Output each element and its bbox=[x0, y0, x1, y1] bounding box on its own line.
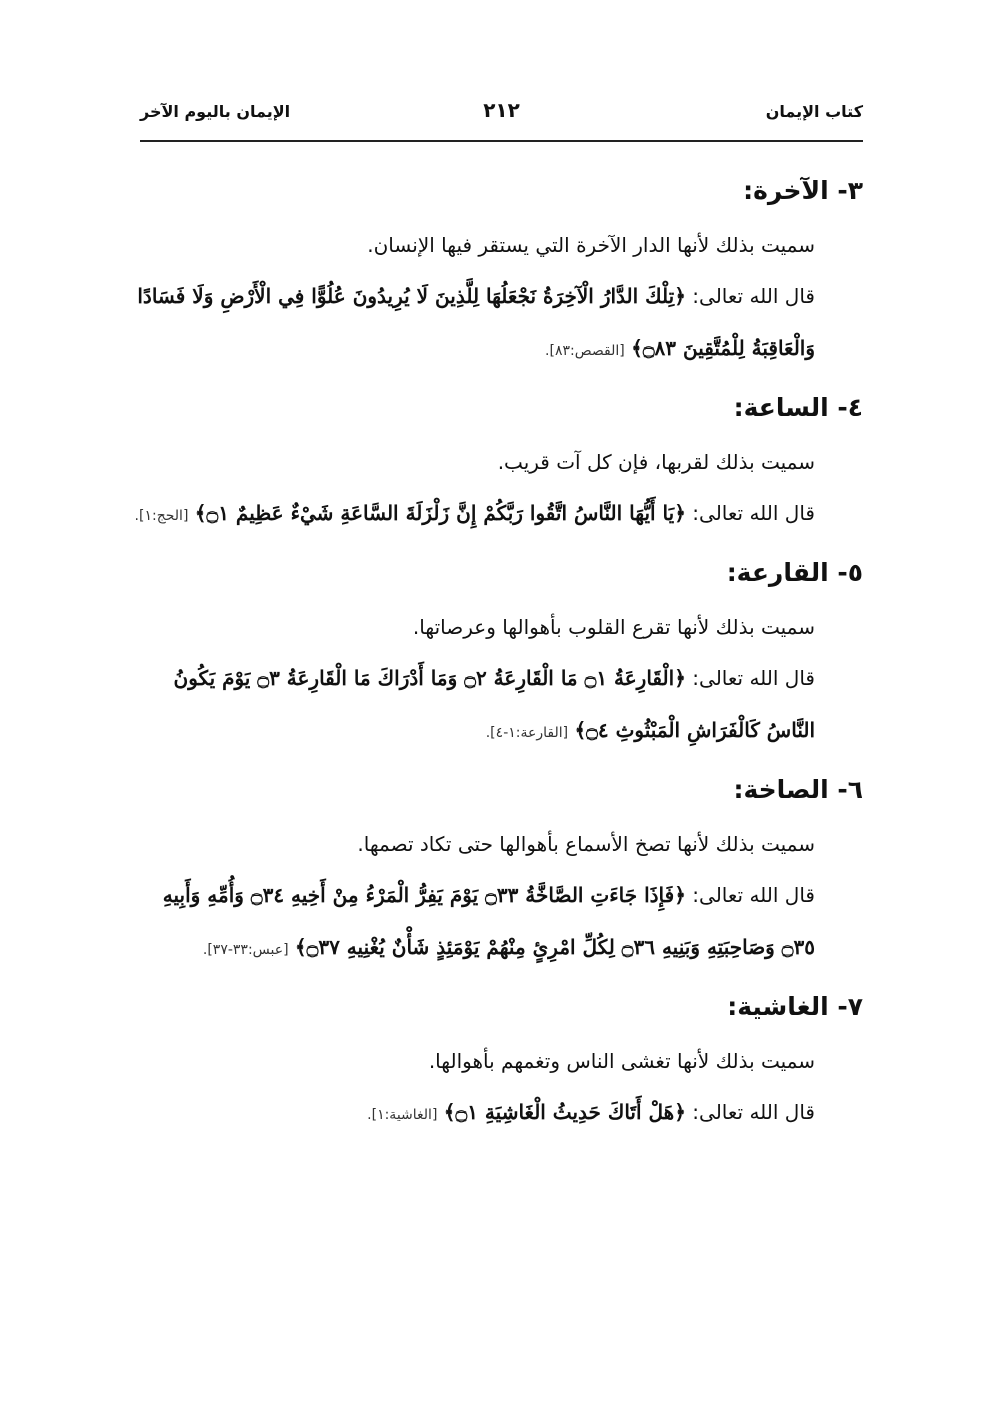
section-heading: ٦- الصاخة: bbox=[733, 775, 863, 804]
section-saa bbox=[128, 379, 863, 542]
section-explanation: سميت بذلك لأنها الدار الآخرة التي يستقر فيها الإنسان. bbox=[367, 233, 815, 257]
section-explanation: سميت بذلك لأنها تغشى الناس وتغمهم بأهوالها. bbox=[428, 1049, 815, 1073]
quote-lead: قال الله تعالى: bbox=[692, 666, 815, 690]
section-explanation: سميت بذلك لأنها تقرع القلوب بأهوالها وعرصاتها. bbox=[412, 615, 815, 639]
section-heading: ٣- الآخرة: bbox=[743, 176, 863, 205]
verse-reference: [القصص:٨٣]. bbox=[545, 343, 625, 359]
quran-quote bbox=[128, 487, 863, 542]
quote-lead: قال الله تعالى: bbox=[692, 284, 815, 308]
book-title: كتاب الإيمان bbox=[765, 102, 863, 121]
section-akhira bbox=[128, 162, 863, 377]
quran-quote bbox=[128, 869, 863, 976]
section-sakha bbox=[128, 761, 863, 976]
page-body bbox=[128, 160, 863, 1141]
verse-reference: [عبس:٣٣-٣٧]. bbox=[202, 942, 289, 958]
quote-lead: قال الله تعالى: bbox=[692, 501, 815, 525]
section-explanation: سميت بذلك لأنها تصخ الأسماع بأهوالها حتى تكاد تصمها. bbox=[357, 832, 815, 856]
quran-quote bbox=[128, 270, 863, 377]
quote-lead: قال الله تعالى: bbox=[692, 883, 815, 907]
section-qaria bbox=[128, 544, 863, 759]
verse-reference: [القارعة:١-٤]. bbox=[485, 725, 569, 741]
quran-verse: ﴿هَلْ أَتَاكَ حَدِيثُ الْغَاشِيَةِ ۝١﴾ bbox=[443, 1100, 686, 1124]
quran-verse: ﴿الْقَارِعَةُ ۝١ مَا الْقَارِعَةُ ۝٢ وَمَا أَدْرَاكَ مَا الْقَارِعَةُ ۝٣ يَوْمَ يَكُونُ النَّاسُ كَالْفَرَاشِ الْمَبْثُوثِ ۝٤﴾ bbox=[173, 666, 815, 742]
page-header bbox=[140, 96, 863, 142]
verse-reference: [الغاشية:١]. bbox=[367, 1107, 438, 1123]
quran-verse: ﴿تِلْكَ الدَّارُ الْآخِرَةُ نَجْعَلُهَا لِلَّذِينَ لَا يُرِيدُونَ عُلُوًّا فِي الْأَرْضِ وَلَا فَسَادًا وَالْعَاقِبَةُ لِلْمُتَّقِينَ ۝٨٣﴾ bbox=[137, 284, 815, 360]
section-explanation: سميت بذلك لقربها، فإن كل آت قريب. bbox=[497, 450, 815, 474]
chapter-title: الإيمان باليوم الآخر bbox=[140, 102, 291, 121]
quote-lead: قال الله تعالى: bbox=[692, 1100, 815, 1124]
section-ghashiya bbox=[128, 978, 863, 1141]
section-heading: ٤- الساعة: bbox=[733, 393, 863, 422]
quran-quote bbox=[128, 652, 863, 759]
verse-reference: [الحج:١]. bbox=[134, 508, 189, 524]
quran-verse: ﴿فَإِذَا جَاءَتِ الصَّاخَّةُ ۝٣٣ يَوْمَ يَفِرُّ الْمَرْءُ مِنْ أَخِيهِ ۝٣٤ وَأُمِّهِ وَأَبِيهِ ۝٣٥ وَصَاحِبَتِهِ وَبَنِيهِ ۝٣٦ لِكُلِّ امْرِئٍ مِنْهُمْ يَوْمَئِذٍ شَأْنٌ يُغْنِيهِ ۝٣٧﴾ bbox=[162, 883, 815, 959]
quran-quote bbox=[128, 1086, 863, 1141]
section-heading: ٥- القارعة: bbox=[726, 558, 863, 587]
page-number: ٢١٢ bbox=[483, 98, 520, 122]
section-heading: ٧- الغاشية: bbox=[727, 992, 863, 1021]
quran-verse: ﴿يَا أَيُّهَا النَّاسُ اتَّقُوا رَبَّكُمْ إِنَّ زَلْزَلَةَ السَّاعَةِ شَيْءٌ عَظِيمٌ ۝١﴾ bbox=[194, 501, 686, 525]
